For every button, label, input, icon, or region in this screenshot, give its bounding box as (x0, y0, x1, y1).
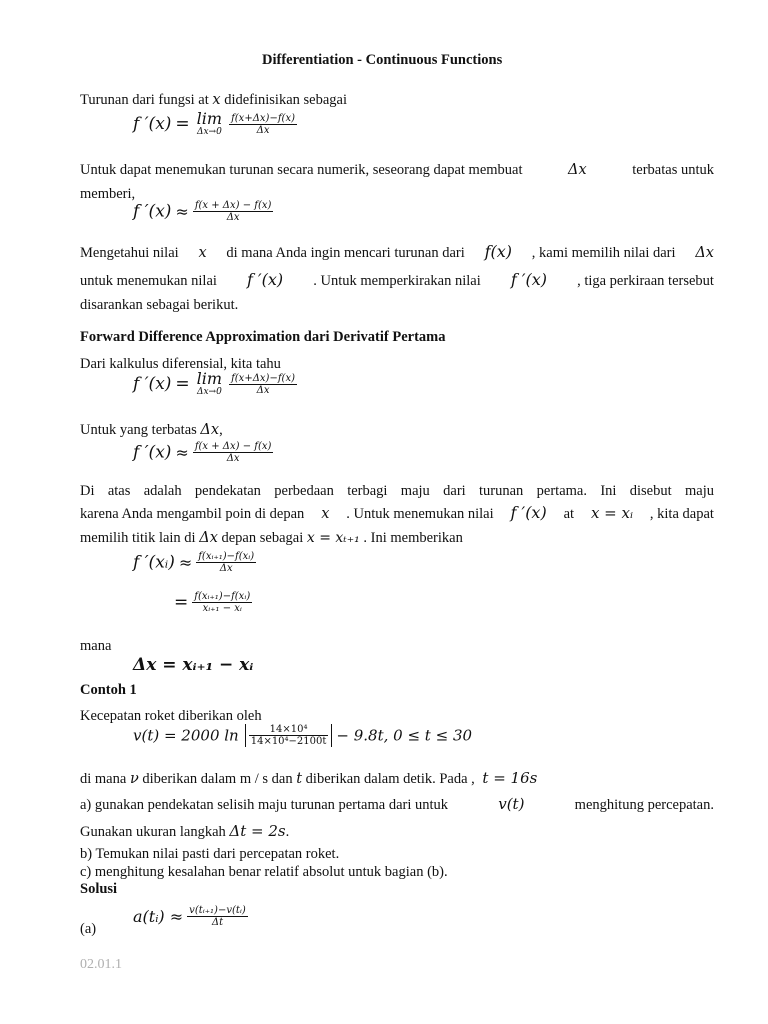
p3-text-f: , tiga perkiraan tersebut (577, 273, 714, 289)
fraction-numerator: 14×10⁴ (269, 724, 308, 735)
fraction-denominator: Δx (196, 562, 256, 574)
math-equals: = (175, 374, 190, 394)
math-x: x (198, 245, 207, 261)
intro-text-2: didefinisikan sebagai (224, 92, 347, 108)
fraction (249, 724, 329, 747)
lim-word: lim (196, 109, 223, 128)
paragraph-3 (80, 243, 714, 314)
p2-text-b: terbatas untuk (632, 162, 714, 178)
page-number: 02.01.1 (80, 957, 122, 972)
solution-heading: Solusi (80, 881, 118, 897)
fraction-denominator: xᵢ₊₁ − xᵢ (192, 602, 252, 614)
qa-text-1: a) gunakan pendekatan selisih maju turunan pertama dari untuk (80, 797, 449, 813)
p9-text-c: diberikan dalam detik. Pada , (305, 771, 475, 787)
fraction-numerator: f(xᵢ₊₁)−f(xᵢ) (194, 591, 251, 602)
math-equals: = (175, 114, 190, 134)
math-x: x (212, 92, 221, 108)
math-equals: = (174, 592, 189, 613)
fraction-numerator: f(x+Δx)−f(x) (231, 372, 295, 384)
fraction-numerator: f(xᵢ₊₁)−f(xᵢ) (198, 551, 255, 562)
limit-definition-equation-2 (133, 371, 297, 397)
paragraph-8: Kecepatan roket diberikan oleh (80, 708, 262, 724)
lim-subscript: Δx→0 (196, 387, 222, 397)
math-dx: Δx (200, 422, 220, 438)
velocity-rhs: − 9.8t, 0 ≤ t ≤ 30 (336, 726, 473, 745)
paragraph-5: Untuk yang terbatas Δx, (80, 422, 223, 438)
math-x: x (321, 506, 330, 522)
math-approx: ≈ (178, 553, 193, 572)
math-x-eq-xi: x = xᵢ (590, 504, 633, 522)
qa-text-3: Gunakan ukuran langkah (80, 824, 226, 840)
acceleration-equation (133, 905, 248, 928)
fraction (193, 441, 274, 464)
math-fprime: f ′(x) (510, 503, 547, 522)
intro-line (80, 91, 347, 109)
fraction-denominator: Δx (193, 452, 274, 464)
p2-text: Untuk dapat menemukan turunan secara numerik, seseorang dapat membuat (80, 162, 523, 178)
p6-text-e: , kita dapat (649, 506, 714, 522)
fraction (193, 200, 274, 223)
p3-text-d: untuk menemukan nilai (80, 273, 217, 289)
p6-text-f: memilih titik lain di (80, 530, 196, 546)
math-dx: Δx (568, 162, 587, 178)
fraction (192, 591, 252, 614)
math-fprime: f ′(x) (133, 201, 172, 222)
p3-text-g: disarankan sebagai berikut. (80, 297, 239, 313)
p6-text-c: . Untuk menemukan nilai (346, 506, 494, 522)
question-a: a) gunakan pendekatan selisih maju turunan pertama dari untuk v(t) menghitung percepatan. Gunakan ukuran langkah Δt = 2s. (80, 795, 714, 840)
qa-text-2: menghitung percepatan. (574, 797, 714, 813)
p6-text-g: depan sebagai (221, 530, 304, 546)
p2-text-c: memberi, (80, 186, 136, 202)
absolute-value-bars (245, 724, 333, 747)
fraction (229, 113, 297, 136)
fraction-denominator: Δx (193, 211, 274, 223)
math-nu: ν (129, 771, 139, 787)
p3-text-a: Mengetahui nilai (80, 245, 179, 261)
section-heading-forward: Forward Difference Approximation dari Derivatif Pertama (80, 329, 446, 345)
lim-subscript: Δx→0 (196, 127, 222, 137)
lim-block (197, 111, 222, 137)
paragraph-9 (80, 769, 537, 788)
math-t: t (296, 771, 303, 787)
math-dx: Δx (695, 245, 714, 261)
fraction-numerator: v(tᵢ₊₁)−v(tᵢ) (189, 905, 246, 916)
example-heading: Contoh 1 (80, 682, 137, 698)
math-dx: Δx (199, 530, 218, 546)
lim-block (197, 371, 222, 397)
math-fprime-xi: f ′(xᵢ) (133, 552, 175, 573)
paragraph-2 (80, 161, 714, 203)
p9-text-b: diberikan dalam m / s dan (142, 771, 293, 787)
delta-x-definition: Δx = xᵢ₊₁ − xᵢ (133, 655, 254, 675)
fraction-numerator: f(x + Δx) − f(x) (194, 441, 272, 452)
mana-text: mana (80, 638, 112, 654)
equals-equation-xi (174, 591, 252, 614)
approx-equation-1 (133, 200, 273, 223)
approx-equation-xi (133, 551, 256, 574)
page-title: Differentiation - Continuous Functions (262, 52, 503, 68)
fraction-denominator: 14×10⁴−2100t (250, 736, 327, 747)
lim-word: lim (196, 369, 223, 388)
p3-text-c: , kami memilih nilai dari (531, 245, 676, 261)
velocity-equation (133, 724, 472, 747)
math-approx: ≈ (175, 443, 189, 462)
math-delta-t: Δt = 2s (229, 822, 286, 840)
fraction (187, 905, 248, 928)
math-fprime: f ′(x) (133, 374, 172, 394)
velocity-lhs: v(t) = 2000 ln (133, 726, 239, 745)
p5-text: Untuk yang terbatas (80, 422, 197, 438)
approx-equation-2 (133, 441, 273, 464)
p6-text-h: . Ini memberikan (363, 530, 463, 546)
fraction-denominator: Δt (187, 916, 248, 928)
p6-text-a: Di atas adalah pendekatan perbedaan terbagi maju dari turunan pertama. Ini disebut maju (80, 483, 714, 499)
intro-text: Turunan dari fungsi at (80, 92, 209, 108)
fraction-denominator: Δx (229, 124, 297, 136)
p3-text-e: . Untuk memperkirakan nilai (313, 273, 481, 289)
p6-text-d: at (563, 506, 575, 522)
math-fx: f(x) (484, 242, 512, 261)
fraction (196, 551, 256, 574)
math-t-16s: t = 16s (482, 769, 538, 787)
math-x-eq-next: x = xₜ₊₁ (306, 530, 360, 546)
fraction-denominator: Δx (229, 384, 297, 396)
math-fprime: f ′(x) (133, 114, 172, 134)
p3-text-b: di mana Anda ingin mencari turunan dari (226, 245, 465, 261)
question-c: c) menghitung kesalahan benar relatif absolut untuk bagian (b). (80, 864, 448, 880)
question-b: b) Temukan nilai pasti dari percepatan roket. (80, 846, 340, 862)
fraction-numerator: f(x + Δx) − f(x) (194, 200, 272, 211)
solution-part-a-label: (a) (80, 921, 97, 937)
math-fprime: f ′(x) (133, 442, 172, 463)
math-fprime: f ′(x) (510, 270, 547, 289)
acceleration-lhs: a(tᵢ) ≈ (133, 907, 184, 926)
p9-text-a: di mana (80, 771, 127, 787)
math-fprime: f ′(x) (247, 270, 284, 289)
fraction-numerator: f(x+Δx)−f(x) (231, 112, 295, 124)
fraction (229, 373, 297, 396)
paragraph-4: Dari kalkulus diferensial, kita tahu (80, 356, 281, 372)
limit-definition-equation (133, 111, 297, 137)
math-vt: v(t) (498, 795, 525, 813)
paragraph-6 (80, 482, 714, 547)
math-approx: ≈ (175, 202, 189, 221)
p6-text-b: karena Anda mengambil poin di depan (80, 506, 305, 522)
